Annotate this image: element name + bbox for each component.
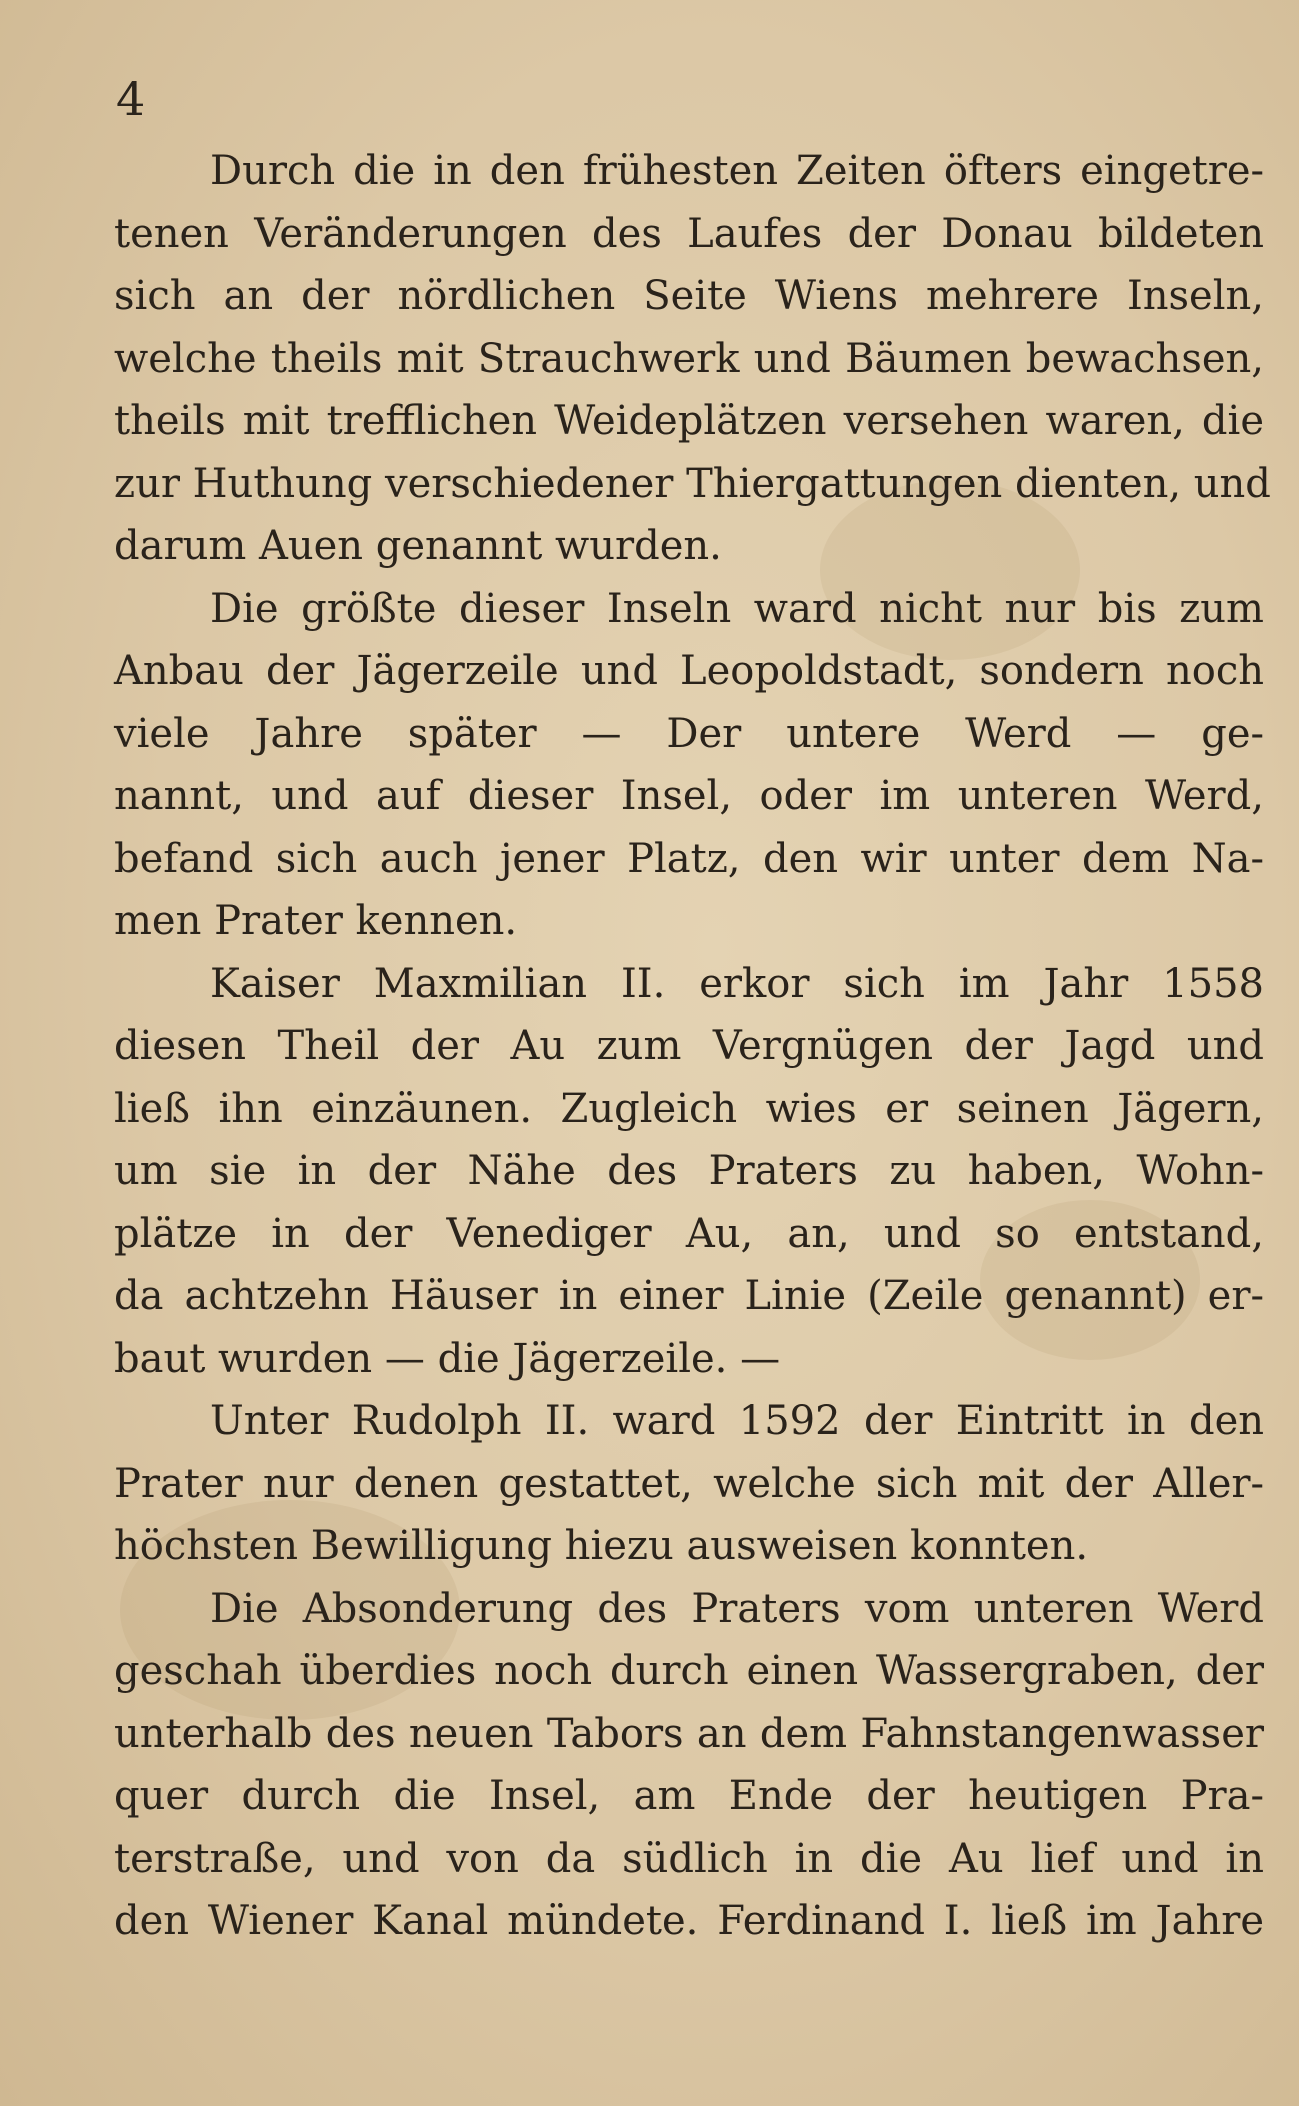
text-line: befand sich auch jener Platz, den wir unter dem Na- — [114, 835, 1264, 882]
paragraph-3 — [114, 953, 1264, 1391]
text-line: men Prater kennen. — [114, 898, 518, 944]
text-line: viele Jahre später — Der untere Werd — ge- — [114, 710, 1264, 757]
text-line: tenen Veränderungen des Laufes der Donau bildeten — [114, 210, 1264, 257]
paragraph-2 — [114, 578, 1264, 953]
text-line: plätze in der Venediger Au, an, und so entstand, — [114, 1210, 1264, 1257]
body-text — [114, 140, 1271, 1953]
paragraph-4 — [114, 1390, 1264, 1578]
text-line: Durch die in den frühesten Zeiten öfters eingetre- — [210, 148, 1264, 194]
text-line: sich an der nördlichen Seite Wiens mehrere Inseln, — [114, 273, 1264, 319]
text-line: Die größte dieser Inseln ward nicht nur bis zum — [210, 585, 1264, 632]
text-line: diesen Theil der Au zum Vergnügen der Jagd und — [114, 1023, 1264, 1069]
text-line: Prater nur denen gestattet, welche sich mit der Aller- — [114, 1460, 1264, 1507]
text-line: theils mit trefflichen Weideplätzen versehen waren, die — [114, 398, 1264, 444]
text-line: da achtzehn Häuser in einer Linie (Zeile genannt) er- — [114, 1273, 1264, 1319]
text-line: den Wiener Kanal mündete. Ferdinand I. ließ im Jahre — [114, 1898, 1264, 1944]
text-line: quer durch die Insel, am Ende der heutigen Pra- — [114, 1773, 1264, 1819]
text-line: ließ ihn einzäunen. Zugleich wies er seinen Jägern, — [114, 1085, 1264, 1132]
paragraph-5 — [114, 1578, 1264, 1953]
text-line: Die Absonderung des Praters vom unteren Werd — [210, 1585, 1264, 1632]
text-line: welche theils mit Strauchwerk und Bäumen bewachsen, — [114, 335, 1264, 382]
text-line: unterhalb des neuen Tabors an dem Fahnstangenwasser — [114, 1710, 1264, 1757]
text-line: Kaiser Maxmilian II. erkor sich im Jahr 1558 — [210, 960, 1264, 1007]
text-line: baut wurden — die Jägerzeile. — — [114, 1335, 781, 1382]
page-number: 4 — [116, 72, 146, 126]
text-line: Unter Rudolph II. ward 1592 der Eintritt in den — [210, 1398, 1264, 1444]
text-line: Anbau der Jägerzeile und Leopoldstadt, sondern noch — [114, 648, 1264, 694]
text-line: geschah überdies noch durch einen Wassergraben, der — [114, 1648, 1264, 1694]
text-line: terstraße, und von da südlich in die Au lief und in — [114, 1835, 1264, 1882]
text-line: nannt, und auf dieser Insel, oder im unteren Werd, — [114, 773, 1264, 819]
text-line: höchsten Bewilligung hiezu ausweisen konnten. — [114, 1523, 1089, 1569]
text-line: zur Huthung verschiedener Thiergattungen dienten, und — [114, 460, 1271, 507]
paragraph-1 — [114, 140, 1271, 578]
text-line: darum Auen genannt wurden. — [114, 523, 722, 569]
text-line: um sie in der Nähe des Praters zu haben, Wohn- — [114, 1148, 1264, 1194]
